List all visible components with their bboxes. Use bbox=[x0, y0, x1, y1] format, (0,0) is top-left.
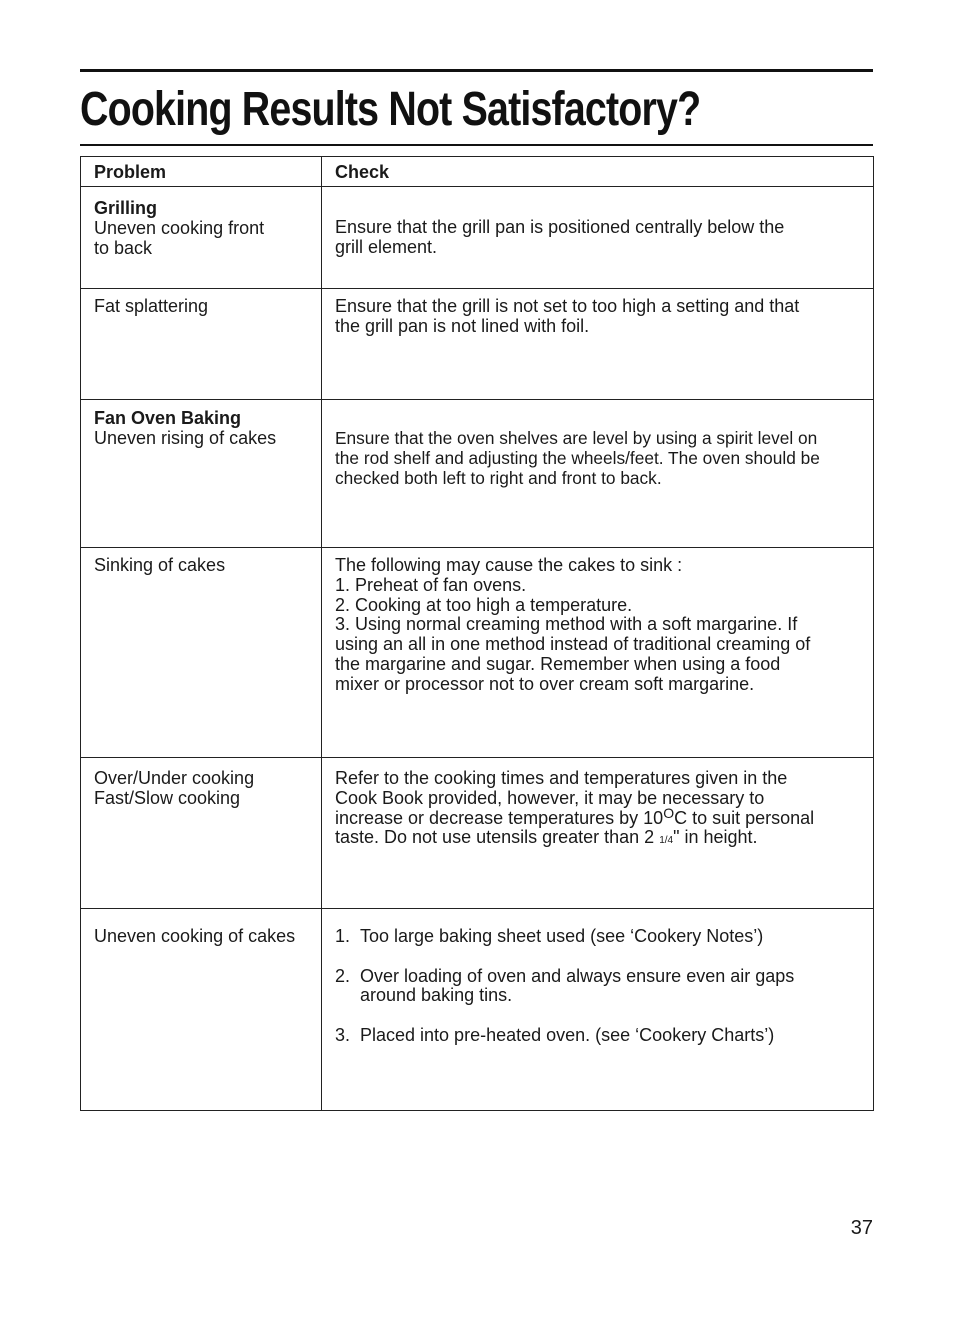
check-cell bbox=[322, 289, 874, 400]
problem-text: Uneven rising of cakes bbox=[94, 427, 277, 448]
problem-text: Fat splattering bbox=[94, 296, 209, 316]
check-text: Ensure that the grill is not set to too high a setting and that bbox=[335, 296, 800, 316]
check-text: Refer to the cooking times and temperatures given in the bbox=[335, 768, 788, 788]
check-text: The following may cause the cakes to sink : bbox=[335, 555, 683, 575]
title-underline bbox=[80, 144, 873, 146]
check-text: 2. Cooking at too high a temperature. bbox=[335, 594, 633, 615]
check-text: Ensure that the oven shelves are level by using a spirit level on bbox=[335, 428, 818, 448]
list-text: around baking tins. bbox=[360, 985, 513, 1006]
check-text-part: " in height. bbox=[673, 827, 758, 848]
problem-text: Uneven cooking of cakes bbox=[94, 926, 296, 946]
page-title: Cooking Results Not Satisfactory? bbox=[80, 83, 701, 136]
list-item bbox=[335, 927, 867, 947]
list-text: Over loading of oven and always ensure even air gaps bbox=[360, 965, 795, 986]
list-number: 1. bbox=[335, 926, 351, 946]
problem-text: Fast/Slow cooking bbox=[94, 787, 241, 808]
check-text-part: C to suit personal bbox=[674, 807, 815, 828]
check-cell bbox=[322, 909, 874, 1111]
problem-cell bbox=[81, 187, 322, 289]
fraction-quarter: 1/4 bbox=[659, 835, 674, 847]
header-problem-cell bbox=[81, 157, 322, 187]
table-row bbox=[81, 400, 874, 548]
problem-cell bbox=[81, 548, 322, 758]
problem-text: Over/Under cooking bbox=[94, 768, 255, 788]
list-item bbox=[335, 967, 867, 1007]
check-cell bbox=[322, 758, 874, 909]
check-text: Ensure that the grill pan is positioned centrally below the bbox=[335, 217, 785, 237]
check-cell bbox=[322, 187, 874, 289]
table-row bbox=[81, 187, 874, 289]
check-text: mixer or processor not to over cream soft margarine. bbox=[335, 673, 755, 694]
check-cell bbox=[322, 548, 874, 758]
list-number: 2. bbox=[335, 965, 351, 986]
check-text: 3. Using normal creaming method with a soft margarine. If bbox=[335, 614, 798, 635]
header-check: Check bbox=[335, 162, 390, 182]
header-check-cell bbox=[322, 157, 874, 187]
problem-cell bbox=[81, 758, 322, 909]
check-cell bbox=[322, 400, 874, 548]
list-number: 3. bbox=[335, 1024, 351, 1045]
table-row bbox=[81, 289, 874, 400]
check-text: checked both left to right and front to back. bbox=[335, 467, 662, 488]
header-problem: Problem bbox=[94, 162, 167, 182]
check-text: grill element. bbox=[335, 236, 438, 257]
problem-cell bbox=[81, 400, 322, 548]
degree-symbol: O bbox=[663, 804, 675, 821]
table-row bbox=[81, 548, 874, 758]
check-text-height bbox=[335, 828, 867, 848]
list-text: Placed into pre-heated oven. (see ‘Cookery Charts’) bbox=[360, 1024, 775, 1045]
check-list bbox=[335, 927, 867, 1046]
check-text-degrees bbox=[335, 804, 867, 829]
problem-text: Sinking of cakes bbox=[94, 555, 226, 575]
page-number: 37 bbox=[850, 1217, 873, 1239]
check-text: the rod shelf and adjusting the wheels/feet. The oven should be bbox=[335, 447, 820, 468]
problem-text: to back bbox=[94, 237, 153, 258]
problem-cell bbox=[81, 289, 322, 400]
check-text-part: taste. Do not use utensils greater than 2 bbox=[335, 827, 660, 848]
table-header-row bbox=[81, 157, 874, 187]
table-row bbox=[81, 909, 874, 1111]
check-text-part: increase or decrease temperatures by 10 bbox=[335, 807, 664, 828]
check-text: Cook Book provided, however, it may be necessary to bbox=[335, 787, 765, 808]
list-text: Too large baking sheet used (see ‘Cookery Notes’) bbox=[360, 926, 764, 946]
problem-cell bbox=[81, 909, 322, 1111]
check-text: the grill pan is not lined with foil. bbox=[335, 315, 590, 336]
top-rule bbox=[80, 69, 873, 72]
table-row bbox=[81, 758, 874, 909]
problem-text: Uneven cooking front bbox=[94, 217, 265, 238]
category-label: Grilling bbox=[94, 198, 157, 218]
category-label: Fan Oven Baking bbox=[94, 408, 242, 428]
check-text: the margarine and sugar. Remember when using a food bbox=[335, 653, 781, 674]
troubleshooting-table bbox=[80, 156, 874, 1111]
check-text: using an all in one method instead of traditional creaming of bbox=[335, 634, 811, 655]
check-text: 1. Preheat of fan ovens. bbox=[335, 574, 527, 595]
list-item bbox=[335, 1026, 867, 1046]
